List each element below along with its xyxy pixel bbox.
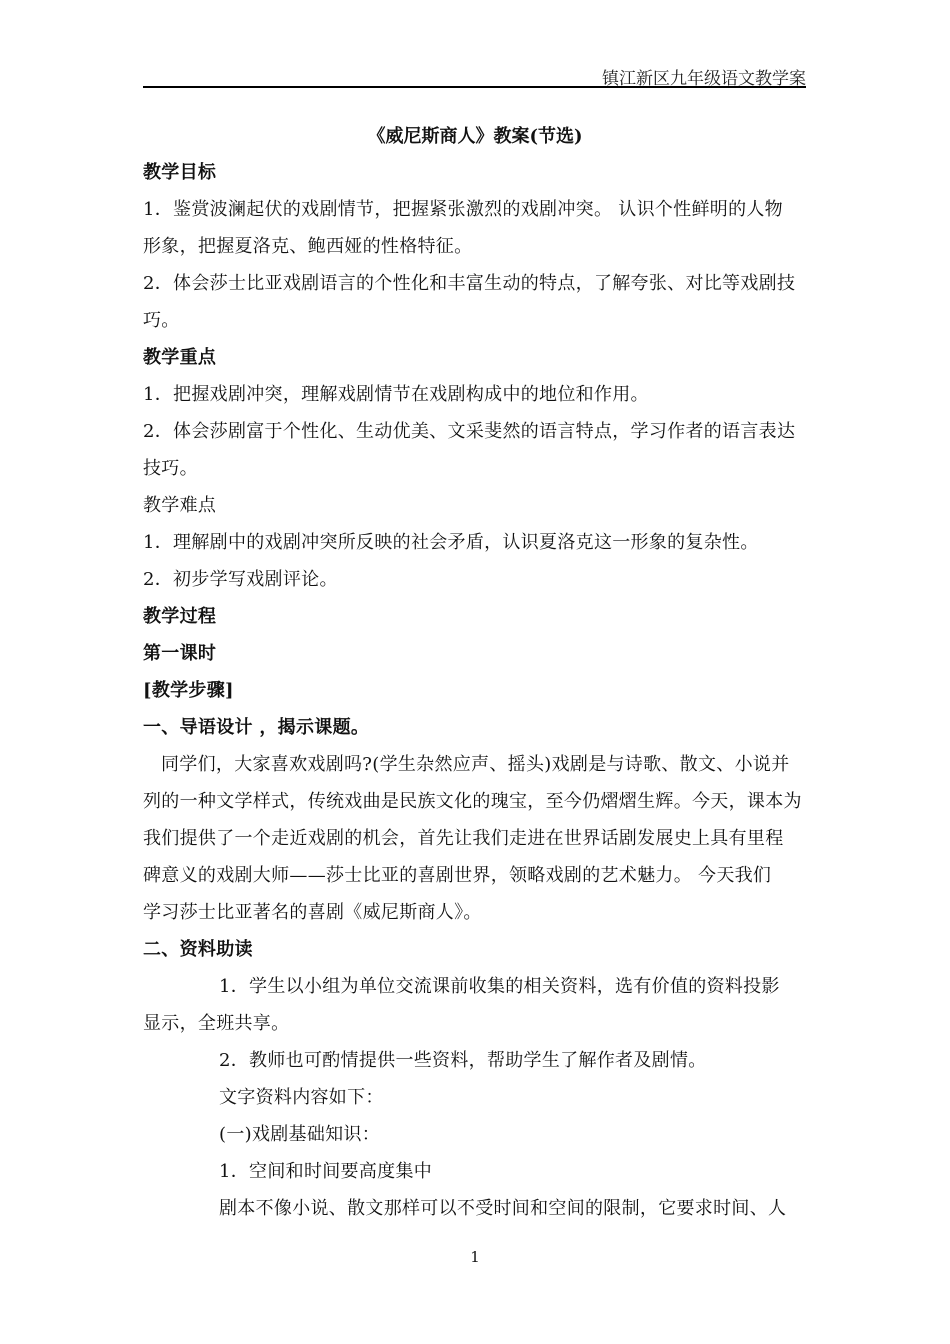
section-heading: 教学重点 bbox=[143, 347, 217, 368]
page-header: 镇江新区九年级语文教学案 bbox=[602, 69, 806, 89]
paragraph-line: 学习莎士比亚著名的喜剧《威尼斯商人》。 bbox=[143, 902, 482, 923]
paragraph-line: 我们提供了一个走近戏剧的机会，首先让我们走进在世界话剧发展史上具有里程 bbox=[143, 828, 784, 849]
paragraph-line: 1．理解剧中的戏剧冲突所反映的社会矛盾，认识夏洛克这一形象的复杂性。 bbox=[143, 532, 759, 553]
paragraph-line: 2．教师也可酌情提供一些资料，帮助学生了解作者及剧情。 bbox=[219, 1050, 707, 1071]
paragraph-line: 文字资料内容如下： bbox=[219, 1087, 384, 1108]
section-heading: [教学步骤] bbox=[143, 680, 234, 701]
section-heading: 教学目标 bbox=[143, 162, 217, 183]
paragraph-line: 1．鉴赏波澜起伏的戏剧情节，把握紧张激烈的戏剧冲突。 认识个性鲜明的人物 bbox=[143, 199, 783, 220]
section-heading: 二、资料助读 bbox=[143, 939, 253, 960]
section-heading: 一、导语设计 ，揭示课题。 bbox=[143, 717, 370, 738]
paragraph-line: 1．空间和时间要高度集中 bbox=[219, 1161, 433, 1182]
paragraph-line: 同学们，大家喜欢戏剧吗?(学生杂然应声、摇头)戏剧是与诗歌、散文、小说并 bbox=[161, 754, 790, 775]
document-body bbox=[143, 120, 807, 1227]
paragraph-line: 教学难点 bbox=[143, 495, 217, 516]
paragraph-line: 2．体会莎剧富于个性化、生动优美、文采斐然的语言特点，学习作者的语言表达 bbox=[143, 421, 796, 442]
paragraph-line: 列的一种文学样式，传统戏曲是民族文化的瑰宝，至今仍熠熠生辉。今天，课本为 bbox=[143, 791, 802, 812]
paragraph-line: 2．体会莎士比亚戏剧语言的个性化和丰富生动的特点，了解夸张、对比等戏剧技 bbox=[143, 273, 796, 294]
paragraph-line: 碑意义的戏剧大师——莎士比亚的喜剧世界，领略戏剧的艺术魅力。 今天我们 bbox=[143, 865, 772, 886]
paragraph-line: 剧本不像小说、散文那样可以不受时间和空间的限制，它要求时间、人 bbox=[219, 1198, 787, 1219]
document-title: 《威尼斯商人》教案(节选) bbox=[367, 126, 583, 147]
paragraph-line: 技巧。 bbox=[143, 458, 198, 479]
paragraph-line: 1．学生以小组为单位交流课前收集的相关资料，选有价值的资料投影 bbox=[219, 976, 780, 997]
paragraph-line: 显示，全班共享。 bbox=[143, 1013, 290, 1034]
section-heading: 第一课时 bbox=[143, 643, 217, 664]
section-heading: 教学过程 bbox=[143, 606, 217, 627]
page-number: 1 bbox=[470, 1248, 480, 1266]
paragraph-line: 巧。 bbox=[143, 310, 180, 331]
paragraph-line: 形象，把握夏洛克、鲍西娅的性格特征。 bbox=[143, 236, 473, 257]
header-divider bbox=[143, 86, 806, 88]
paragraph-line: 1．把握戏剧冲突，理解戏剧情节在戏剧构成中的地位和作用。 bbox=[143, 384, 649, 405]
paragraph-line: 2．初步学写戏剧评论。 bbox=[143, 569, 338, 590]
paragraph-line: (一)戏剧基础知识： bbox=[219, 1124, 381, 1145]
